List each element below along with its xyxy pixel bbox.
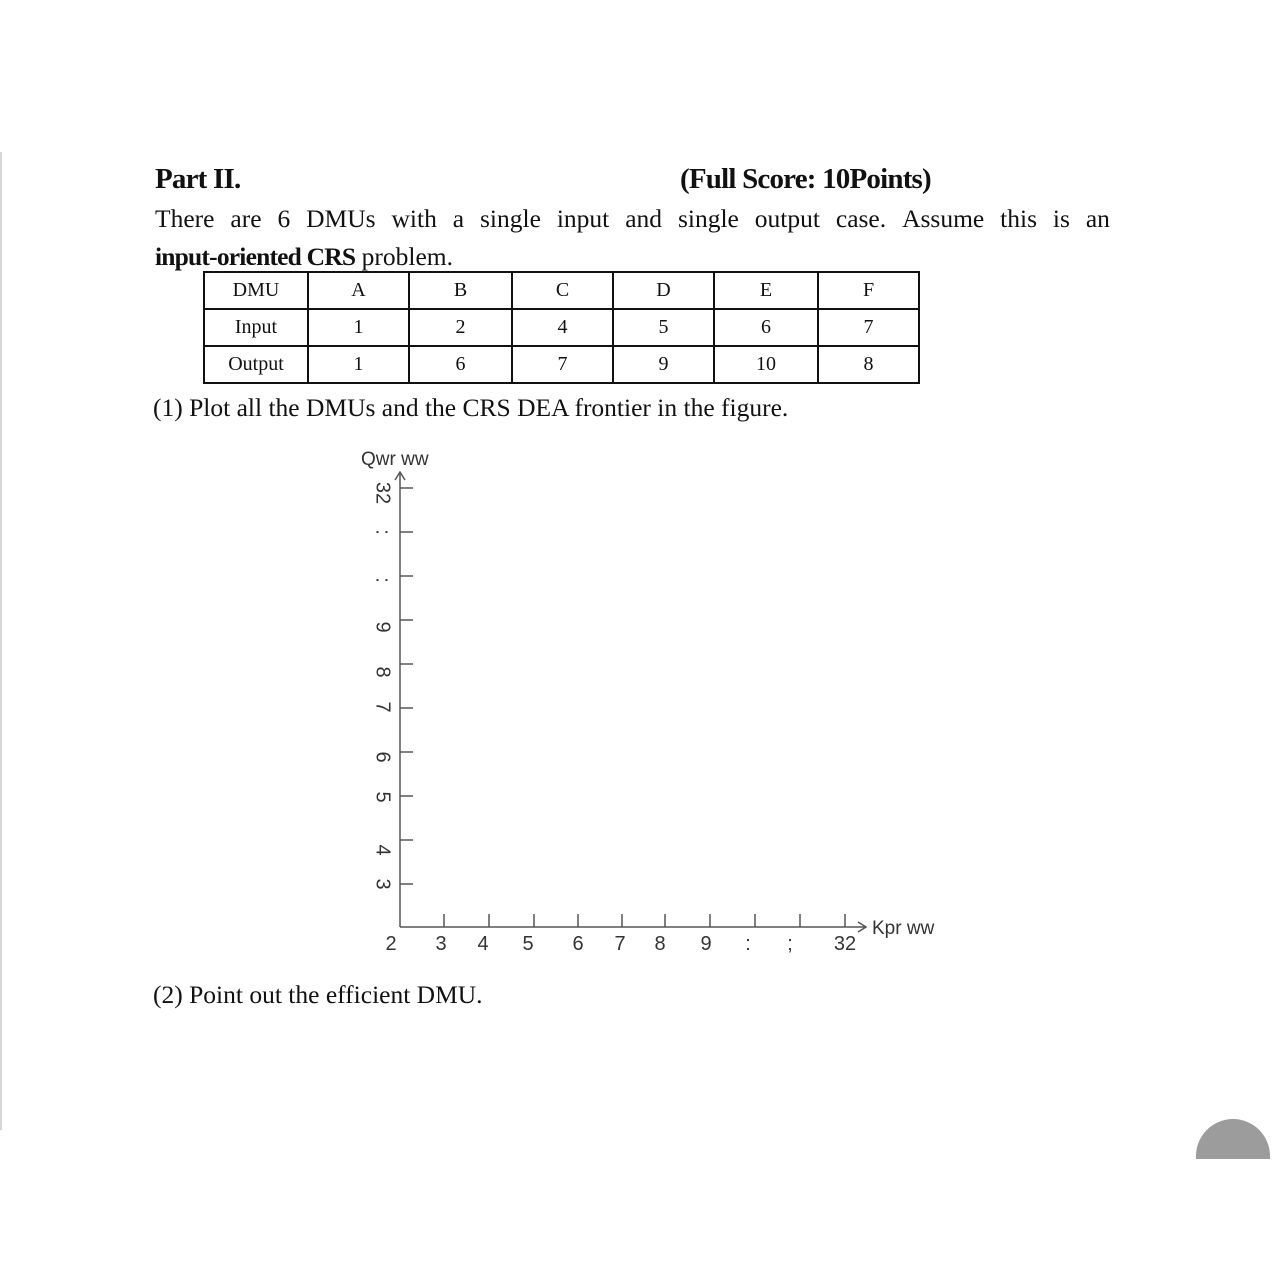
y-ticks (372, 482, 413, 890)
table-cell: 2 (409, 309, 512, 346)
intro-bold-term: input-oriented CRS (155, 242, 356, 271)
table-cell: 7 (818, 309, 919, 346)
x-tick-label: 8 (654, 933, 666, 955)
table-cell: 6 (714, 309, 818, 346)
table-cell: 1 (308, 346, 409, 383)
intro-word: are (230, 204, 262, 233)
x-tick-label: 9 (700, 933, 712, 955)
x-tick-label: ; (787, 933, 793, 955)
intro-word: a (452, 204, 465, 233)
intro-word: with (391, 204, 437, 233)
table-cell: C (512, 272, 613, 309)
table-cell: A (308, 272, 409, 309)
row-header: DMU (204, 272, 308, 309)
x-ticks (385, 914, 856, 955)
table-cell: 5 (613, 309, 714, 346)
intro-word: an (1085, 204, 1110, 233)
x-tick-label: 6 (572, 933, 584, 955)
intro-word: single (677, 204, 739, 233)
y-tick-label: 4 (371, 844, 394, 856)
intro-word: this (1000, 204, 1037, 233)
x-tick-label: 3 (435, 933, 447, 955)
table-cell: 9 (613, 346, 714, 383)
intro-rest: problem. (355, 242, 453, 271)
intro-word: DMUs (306, 204, 376, 233)
x-tick-label: 32 (833, 933, 857, 955)
intro-word: Assume (902, 204, 985, 233)
intro-word: output (754, 204, 820, 233)
intro-word: case. (835, 204, 887, 233)
intro-word: is (1052, 204, 1070, 233)
intro-word: single (480, 204, 541, 233)
intro-word: There (155, 204, 215, 233)
table-cell: 1 (308, 309, 409, 346)
row-header: Output (204, 346, 308, 383)
table-cell: F (818, 272, 919, 309)
question-1: (1) Plot all the DMUs and the CRS DEA frontier in the figure. (153, 393, 789, 422)
x-tick-label: 5 (522, 933, 534, 955)
table-cell: 10 (714, 346, 818, 383)
y-tick-label: 3 (371, 878, 394, 890)
intro-word: 6 (277, 204, 291, 233)
y-tick-label: 32 (371, 481, 394, 505)
intro-word: input (556, 204, 610, 233)
y-axis-label: Qwr ww (361, 449, 429, 470)
y-tick-label: 9 (371, 621, 394, 633)
chart-axes (395, 472, 866, 932)
row-header: Input (204, 309, 308, 346)
intro-word: and (625, 204, 663, 233)
table-cell: 4 (512, 309, 613, 346)
table-cell: 6 (409, 346, 512, 383)
y-tick-label: 7 (371, 701, 394, 713)
y-tick-label: 8 (371, 666, 394, 678)
y-tick-label: 6 (371, 751, 394, 763)
table-cell: 8 (818, 346, 919, 383)
x-tick-label: 7 (614, 933, 626, 955)
table-cell: E (714, 272, 818, 309)
question-2: (2) Point out the efficient DMU. (153, 980, 483, 1009)
table-cell: 7 (512, 346, 613, 383)
x-tick-label: 2 (385, 933, 397, 955)
y-tick-label: 5 (371, 791, 394, 803)
x-tick-label: 4 (477, 933, 489, 955)
table-cell: B (409, 272, 512, 309)
y-tick-label: : (371, 529, 394, 535)
x-axis-label: Kpr ww (872, 918, 935, 939)
full-score: (Full Score: 10Points) (680, 163, 931, 195)
table-cell: D (613, 272, 714, 309)
part-title: Part II. (155, 163, 241, 195)
y-tick-label: : (371, 577, 394, 583)
x-tick-label: : (745, 933, 751, 955)
